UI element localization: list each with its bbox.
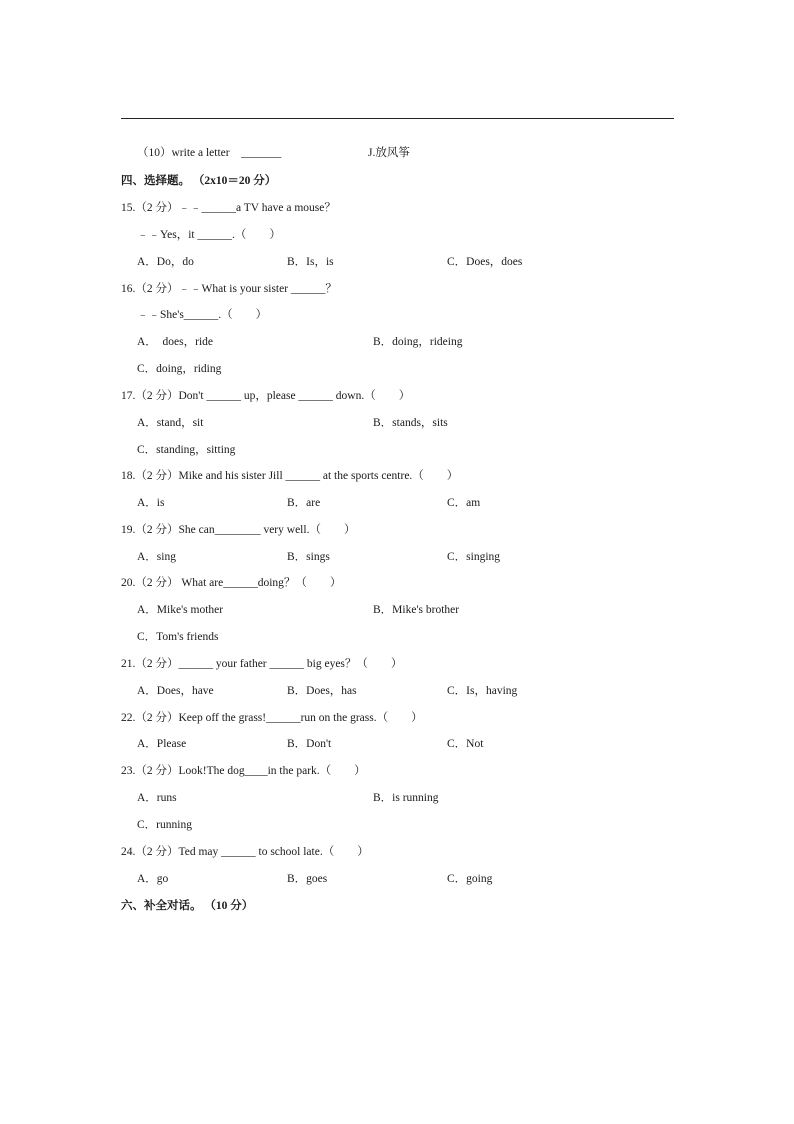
question-22-option-b[interactable]: B．Don't: [287, 738, 332, 750]
question-18-stem: 18.（2 分）Mike and his sister Jill ______ at the sports centre.（ ）: [121, 470, 459, 482]
question-20-option-c[interactable]: C．Tom's friends: [137, 631, 219, 643]
question-22-stem: 22.（2 分）Keep off the grass!______run on the grass.（ ）: [121, 712, 423, 724]
question-16-option-c[interactable]: C．doing，riding: [137, 363, 222, 375]
question-15-stem-2: ﹣﹣Yes，it ______.（ ）: [137, 229, 281, 241]
question-16-option-b[interactable]: B．doing，rideing: [373, 336, 463, 348]
question-20-option-b[interactable]: B．Mike's brother: [373, 604, 460, 616]
question-19-option-c[interactable]: C．singing: [447, 551, 501, 563]
question-21-option-a[interactable]: A．Does，have: [137, 685, 214, 697]
question-21-stem: 21.（2 分）______ your father ______ big eyes？（ ）: [121, 658, 403, 670]
question-20-stem: 20.（2 分） What are______doing？（ ）: [121, 577, 342, 589]
section-6-title: 六、补全对话。 （10 分）: [121, 900, 254, 912]
question-22-option-c[interactable]: C．Not: [447, 738, 484, 750]
question-17-option-a[interactable]: A．stand，sit: [137, 417, 204, 429]
question-15-stem: 15.（2 分）﹣﹣______a TV have a mouse？: [121, 202, 336, 214]
question-24-stem: 24.（2 分）Ted may ______ to school late.（ ）: [121, 846, 369, 858]
question-24-option-a[interactable]: A．go: [137, 873, 169, 885]
question-16-option-a[interactable]: A． does，ride: [137, 336, 214, 348]
question-23-option-c[interactable]: C．running: [137, 819, 192, 831]
question-21-option-b[interactable]: B．Does，has: [287, 685, 357, 697]
question-23-stem: 23.（2 分）Look!The dog____in the park.（ ）: [121, 765, 366, 777]
question-24-option-b[interactable]: B．goes: [287, 873, 328, 885]
question-23-option-a[interactable]: A．runs: [137, 792, 177, 804]
header-rule: [121, 118, 674, 119]
question-17-option-b[interactable]: B．stands，sits: [373, 417, 448, 429]
question-18-option-c[interactable]: C．am: [447, 497, 481, 509]
question-15-option-a[interactable]: A．Do，do: [137, 256, 194, 268]
question-20-option-a[interactable]: A．Mike's mother: [137, 604, 224, 616]
question-17-stem: 17.（2 分）Don't ______ up，please ______ down.（ ）: [121, 390, 411, 402]
question-22-option-a[interactable]: A．Please: [137, 738, 187, 750]
question-18-option-a[interactable]: A．is: [137, 497, 165, 509]
question-16-stem-2: ﹣﹣She's______.（ ）: [137, 309, 268, 321]
section-4-title: 四、选择题。 （2x10＝20 分）: [121, 175, 277, 187]
question-18-option-b[interactable]: B．are: [287, 497, 321, 509]
question-17-option-c[interactable]: C．standing，sitting: [137, 444, 236, 456]
question-21-option-c[interactable]: C．Is，having: [447, 685, 518, 697]
question-19-option-a[interactable]: A．sing: [137, 551, 176, 563]
question-24-option-c[interactable]: C．going: [447, 873, 493, 885]
matching-answer-j: J.放风筝: [368, 147, 410, 159]
question-15-option-c[interactable]: C．Does，does: [447, 256, 523, 268]
question-19-option-b[interactable]: B．sings: [287, 551, 330, 563]
question-23-option-b[interactable]: B．is running: [373, 792, 439, 804]
question-15-option-b[interactable]: B．Is，is: [287, 256, 334, 268]
question-19-stem: 19.（2 分）She can________ very well.（ ）: [121, 524, 356, 536]
matching-item-10: （10）write a letter _______: [137, 147, 282, 159]
question-16-stem: 16.（2 分）﹣﹣What is your sister ______？: [121, 283, 337, 295]
